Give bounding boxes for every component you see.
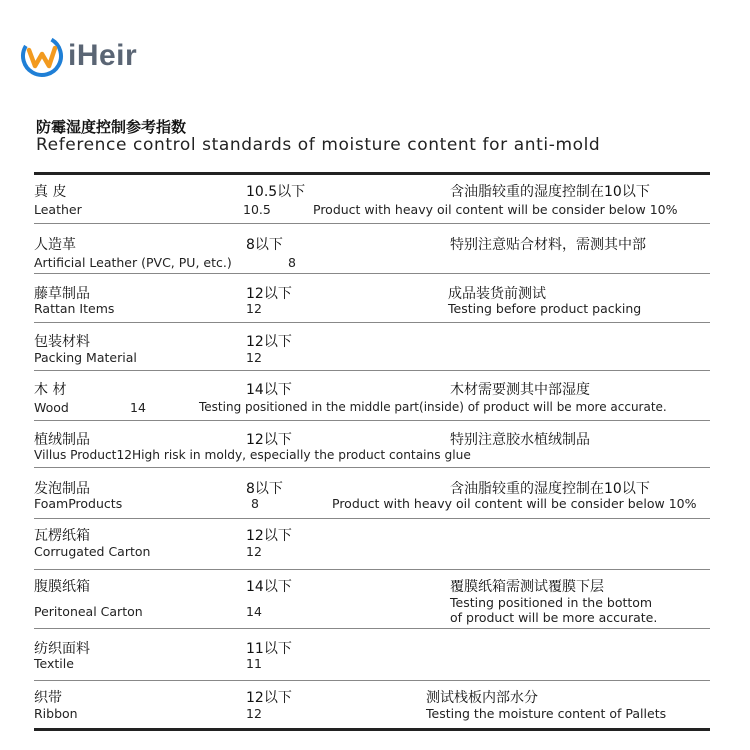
table-row-villus-product	[34, 421, 710, 468]
note-en: Testing before product packing	[448, 301, 642, 316]
material-name-cn: 纺织面料	[34, 641, 90, 657]
moisture-limit: 8	[251, 496, 259, 511]
moisture-limit-cn: 12以下	[246, 528, 292, 544]
material-name-en: Packing Material	[34, 350, 137, 365]
material-name-en: FoamProducts	[34, 496, 123, 511]
moisture-limit-cn: 10.5以下	[246, 184, 306, 200]
moisture-limit: 8	[288, 255, 296, 270]
moisture-limit: 12	[246, 706, 262, 721]
material-name-cn: 发泡制品	[34, 481, 90, 497]
moisture-limit: 14	[246, 604, 262, 619]
moisture-limit-cn: 8以下	[246, 237, 283, 253]
material-name-cn: 真 皮	[34, 184, 67, 200]
note-cn: 含油脂较重的湿度控制在10以下	[450, 184, 650, 200]
table-row-ribbon	[34, 681, 710, 731]
table-row-rattan-items	[34, 274, 710, 323]
moisture-limit: 14	[130, 400, 146, 415]
note-cn: 特别注意贴合材料，需测其中部	[450, 237, 646, 253]
material-name-en: Leather	[34, 202, 82, 217]
moisture-limit-cn: 12以下	[246, 334, 292, 350]
material-name-en: Rattan Items	[34, 301, 115, 316]
page-title-en: Reference control standards of moisture content for anti-mold	[36, 135, 601, 155]
moisture-limit-cn: 8以下	[246, 481, 283, 497]
moisture-limit: 12	[246, 301, 262, 316]
note-en: Testing positioned in the middle part(inside) of product will be more accurate.	[199, 400, 667, 414]
material-name-cn: 木 材	[34, 382, 67, 398]
page-title-cn: 防霉湿度控制参考指数	[36, 118, 187, 136]
note-cn: 含油脂较重的湿度控制在10以下	[450, 481, 650, 497]
note-cn: 成品装货前测试	[448, 286, 546, 302]
table-row-textile	[34, 629, 710, 681]
note-cn: 测试栈板内部水分	[426, 690, 538, 706]
note-en: Product with heavy oil content will be consider below 10%	[332, 496, 697, 511]
moisture-limit: 12	[246, 544, 262, 559]
moisture-limit-cn: 12以下	[246, 690, 292, 706]
material-name-en: Ribbon	[34, 706, 78, 721]
table-row-wood	[34, 371, 710, 421]
material-name-cn: 植绒制品	[34, 432, 90, 448]
material-name-en: Corrugated Carton	[34, 544, 151, 559]
brand-logo	[20, 34, 137, 78]
material-name-en: Textile	[34, 656, 74, 671]
note-cn: 特别注意胶水植绒制品	[450, 432, 590, 448]
moisture-limit: 11	[246, 656, 262, 671]
moisture-limit: 12	[246, 350, 262, 365]
moisture-limit-cn: 14以下	[246, 579, 292, 595]
brand-name: iHeir	[68, 39, 138, 72]
material-name-en: Peritoneal Carton	[34, 604, 143, 619]
table-bottom-rule	[34, 728, 710, 731]
material-name-cn: 人造革	[34, 237, 76, 253]
note-en: Testing the moisture content of Pallets	[426, 706, 667, 721]
material-name-cn: 腹膜纸箱	[34, 579, 90, 595]
note-cn: 覆膜纸箱需测试覆膜下层	[450, 579, 604, 595]
moisture-limit-cn: 12以下	[246, 286, 292, 302]
moisture-limit: 10.5	[243, 202, 271, 217]
material-name-cn: 瓦楞纸箱	[34, 528, 90, 544]
moisture-limit-cn: 11以下	[246, 641, 292, 657]
material-name-cn: 织带	[34, 690, 62, 706]
material-name-cn: 包装材料	[34, 334, 90, 350]
note-en-line2: of product will be more accurate.	[450, 610, 658, 625]
wave-w-logo-icon	[20, 34, 64, 78]
table-row-foam-products	[34, 468, 710, 519]
table-row-packing-material	[34, 323, 710, 371]
note-en: Product with heavy oil content will be consider below 10%	[313, 202, 678, 217]
moisture-limit-cn: 12以下	[246, 432, 292, 448]
material-name-en: Villus Product12High risk in moldy, especially the product contains glue	[34, 448, 471, 462]
table-row-peritoneal-carton	[34, 570, 710, 629]
moisture-limit-cn: 14以下	[246, 382, 292, 398]
material-name-cn: 藤草制品	[34, 286, 90, 302]
note-en: Testing positioned in the bottom	[450, 595, 653, 610]
table-row-artificial-leather	[34, 224, 710, 274]
table-row-leather	[34, 175, 710, 224]
table-row-corrugated-carton	[34, 519, 710, 570]
material-name-en: Artificial Leather (PVC, PU, etc.)	[34, 255, 232, 270]
material-name-en: Wood	[34, 400, 69, 415]
note-cn: 木材需要测其中部湿度	[450, 382, 590, 398]
